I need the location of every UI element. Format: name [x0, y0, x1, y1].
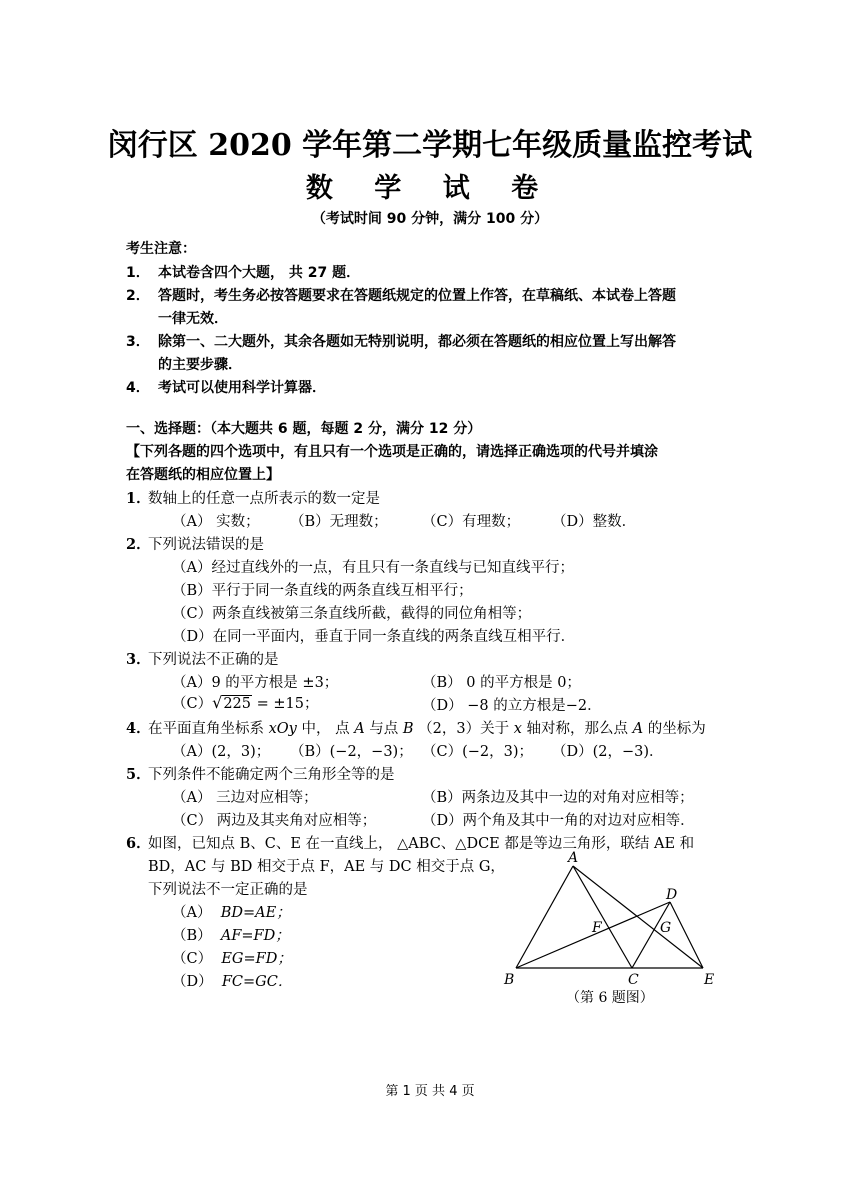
section1-instruction-cont: 在答题纸的相应位置上】	[126, 467, 280, 483]
section1-heading: 一、选择题：（本大题共 6 题，每题 2 分，满分 12 分）	[126, 421, 482, 437]
segment-de	[670, 902, 703, 968]
q6-stem-line3: 下列说法不一定正确的是	[148, 882, 308, 898]
label-b: B	[504, 972, 515, 988]
q3-option-a: （A）9 的平方根是 ±3；	[172, 675, 339, 691]
q6-number: 6．	[126, 835, 151, 852]
note-3-num: 3．	[126, 334, 150, 350]
q2-option-a: （A）经过直线外的一点，有且只有一条直线与已知直线平行；	[172, 560, 574, 576]
q5-number: 5．	[126, 766, 151, 783]
figure-caption: （第 6 题图）	[566, 990, 654, 1006]
q5-option-d: （D）两个角及其中一角的对边对应相等．	[422, 813, 695, 829]
label-c: C	[628, 972, 639, 988]
label-e: E	[704, 972, 715, 988]
exam-info: （考试时间 90 分钟，满分 100 分）	[311, 211, 549, 227]
q5-option-b: （B）两条边及其中一边的对角对应相等；	[422, 790, 694, 806]
q4-option-c: （C）(−2，3)；	[422, 744, 534, 760]
note-4-num: 4．	[126, 380, 150, 396]
q4-stem: 在平面直角坐标系 xOy 中， 点 A 与点 B （2，3）关于 x 轴对称，那么点 A 的坐标为	[148, 721, 706, 737]
section1-instruction: 【下列各题的四个选项中，有且只有一个选项是正确的，请选择正确选项的代号并填涂	[126, 444, 658, 460]
q2-number: 2．	[126, 536, 151, 553]
note-1-text: 本试卷含四个大题， 共 27 题．	[158, 265, 361, 281]
q4-option-d: （D）(2，−3)．	[552, 744, 664, 760]
q3-option-c-label: （C）	[172, 696, 213, 712]
q3-option-d: （D） −8 的立方根是−2．	[422, 698, 602, 714]
label-f: F	[592, 920, 602, 936]
q3-stem: 下列说法不正确的是	[148, 652, 279, 668]
q2-option-c: （C）两条直线被第三条直线所截，截得的同位角相等；	[172, 606, 532, 622]
q4-option-b: （B）(−2，−3)；	[290, 744, 413, 760]
note-4-text: 考试可以使用科学计算器．	[158, 380, 326, 396]
q1-option-c: （C）有理数；	[422, 514, 521, 530]
square-root-icon: √225	[212, 693, 251, 712]
exam-title: 闵行区 2020 学年第二学期七年级质量监控考试	[107, 128, 753, 163]
segment-ae	[573, 866, 703, 968]
exam-subtitle: 数 学 试 卷	[305, 173, 555, 204]
label-g: G	[660, 920, 672, 936]
q5-option-a: （A） 三边对应相等；	[172, 790, 318, 806]
q6-option-c: （C） EG=FD；	[172, 951, 292, 967]
q5-stem: 下列条件不能确定两个三角形全等的是	[148, 767, 395, 783]
label-d: D	[666, 887, 678, 903]
q5-option-c: （C） 两边及其夹角对应相等；	[172, 813, 377, 829]
q1-option-b: （B）无理数；	[290, 514, 388, 530]
q6-option-a: （A） BD=AE；	[172, 905, 291, 921]
q3-option-c-rest: = ±15；	[252, 696, 319, 712]
q1-option-a: （A） 实数；	[172, 514, 260, 530]
segment-ac	[573, 866, 632, 968]
notes-heading: 考生注意：	[126, 241, 196, 257]
q4-option-a: （A）(2，3)；	[172, 744, 271, 760]
note-3-text-cont: 的主要步骤．	[158, 357, 242, 373]
q6-option-b: （B） AF=FD；	[172, 928, 290, 944]
q2-option-d: （D）在同一平面内，垂直于同一条直线的两条直线互相平行．	[172, 629, 576, 645]
note-2-text-cont: 一律无效．	[158, 311, 228, 327]
note-2-text: 答题时，考生务必按答题要求在答题纸规定的位置上作答，在草稿纸、本试卷上答题	[158, 288, 676, 304]
label-a: A	[568, 850, 579, 866]
page-footer: 第 1 页 共 4 页	[385, 1084, 475, 1099]
segment-ab	[516, 866, 573, 968]
q3-option-b: （B） 0 的平方根是 0；	[422, 675, 581, 691]
q3-radicand: 225	[223, 696, 251, 712]
q3-number: 3．	[126, 651, 151, 668]
q2-stem: 下列说法错误的是	[148, 537, 264, 553]
q1-option-d: （D）整数．	[552, 514, 637, 530]
q2-option-b: （B）平行于同一条直线的两条直线互相平行；	[172, 583, 473, 599]
q4-number: 4．	[126, 720, 151, 737]
note-3-text: 除第一、二大题外，其余各题如无特别说明，都必须在答题纸的相应位置上写出解答	[158, 334, 676, 350]
q1-number: 1．	[126, 490, 151, 507]
note-2-num: 2．	[126, 288, 150, 304]
q1-stem: 数轴上的任意一点所表示的数一定是	[148, 491, 380, 507]
q6-stem-line2: BD，AC 与 BD 相交于点 F，AE 与 DC 相交于点 G，	[148, 859, 505, 875]
note-1-num: 1．	[126, 265, 150, 281]
q6-option-d: （D） FC=GC．	[172, 974, 293, 990]
q3-option-c	[172, 692, 318, 713]
q6-stem-line1: 如图，已知点 B、C、E 在一直线上， △ABC、△DCE 都是等边三角形，联结 AE 和	[148, 836, 695, 852]
